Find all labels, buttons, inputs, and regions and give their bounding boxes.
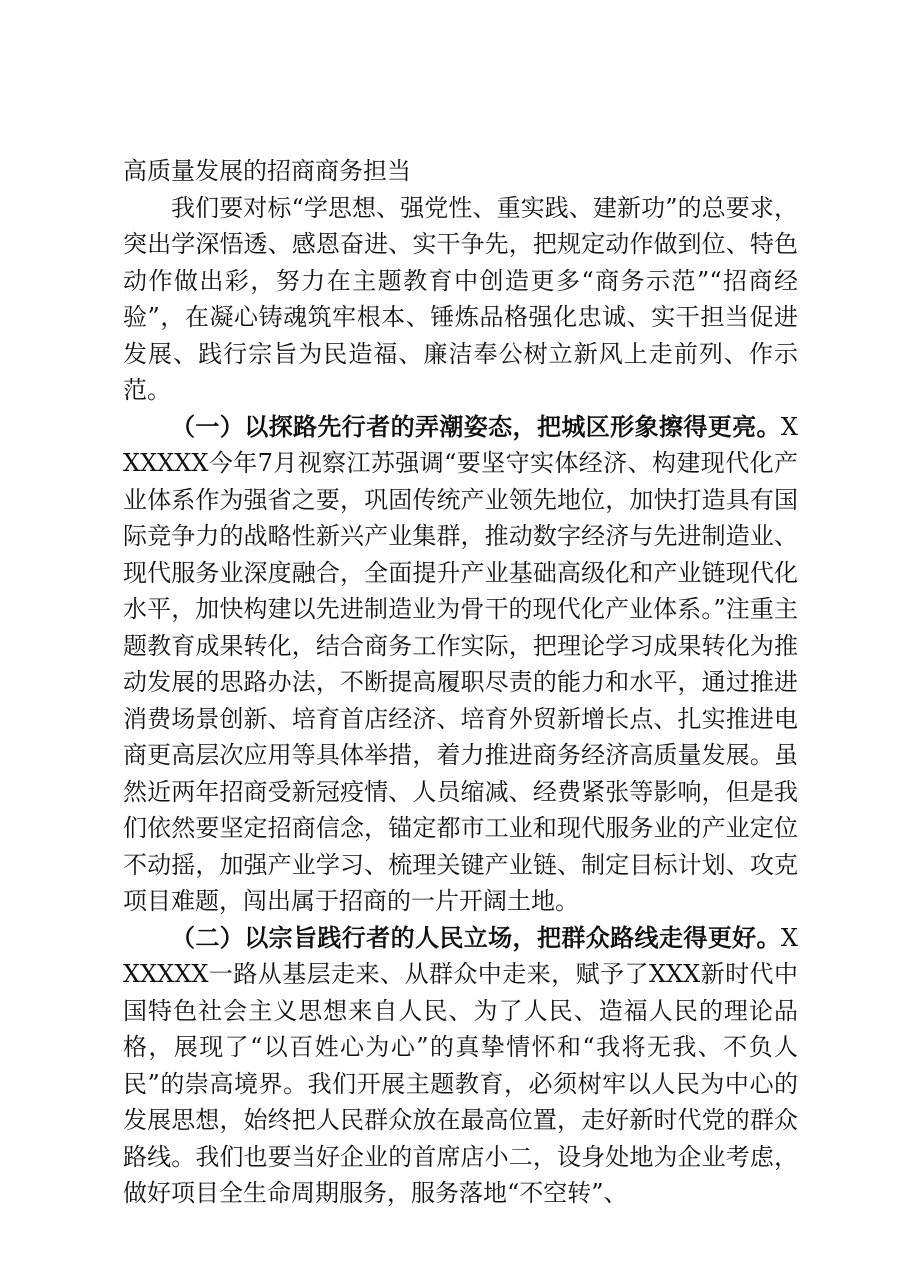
paragraph-text: 我们要对标“学思想、强党性、重实践、建新功”的总要求，突出学深悟透、感恩奋进、实干争先，把规定动作做到位、特色动作做出彩，努力在主题教育中创造更多“商务示范”“招商经验”，在凝心铸魂筑牢根本、锤炼品格强化忠诚、实干担当促进发展、践行宗旨为民造福、廉洁奉公树立新风上走前列、作示范。 bbox=[123, 193, 798, 404]
document-body bbox=[123, 153, 798, 1212]
paragraph-text: XXXXXX今年7月视察江苏强调“要坚守实体经济、构建现代化产业体系作为强省之要，巩固传统产业领先地位，加快打造具有国际竞争力的战略性新兴产业集群，推动数字经济与先进制造业、现代服务业深度融合，全面提升产业基础高级化和产业链现代化水平，加快构建以先进制造业为骨干的现代化产业体系。”注重主题教育成果转化，结合商务工作实际，把理论学习成果转化为推动发展的思路办法，不断提高履职尽责的能力和水平，通过推进消费场景创新、培育首店经济、培育外贸新增长点、扎实推进电商更高层次应用等具体举措，着力推进商务经济高质量发展。虽然近两年招商受新冠疫情、人员缩减、经费紧张等影响，但是我们依然要坚定招商信念，锚定都市工业和现代服务业的产业定位不动摇，加强产业学习、梳理关键产业链、制定目标计划、攻克项目难题，闯出属于招商的一片开阔土地。 bbox=[123, 412, 798, 915]
section-one-heading: （一）以探路先行者的弄潮姿态，把城区形象擦得更亮。 bbox=[171, 411, 781, 441]
paragraph-section-two bbox=[123, 920, 798, 1212]
paragraph-text: XXXXXX一路从基层走来、从群众中走来，赋予了XXX新时代中国特色社会主义思想来自人民、为了人民、造福人民的理论品格，展现了“以百姓心为心”的真挚情怀和“我将无我、不负人民”的崇高境界。我们开展主题教育，必须树牢以人民为中心的发展思想，始终把人民群众放在最高位置，走好新时代党的群众路线。我们也要当好企业的首席店小二，设身处地为企业考虑，做好项目全生命周期服务，服务落地“不空转”、 bbox=[123, 923, 798, 1207]
document-title: 高质量发展的招商商务担当 bbox=[123, 157, 411, 185]
paragraph-intro bbox=[123, 190, 798, 409]
section-two-heading: （二）以宗旨践行者的人民立场，把群众路线走得更好。 bbox=[171, 922, 781, 952]
paragraph-section-one bbox=[123, 409, 798, 920]
